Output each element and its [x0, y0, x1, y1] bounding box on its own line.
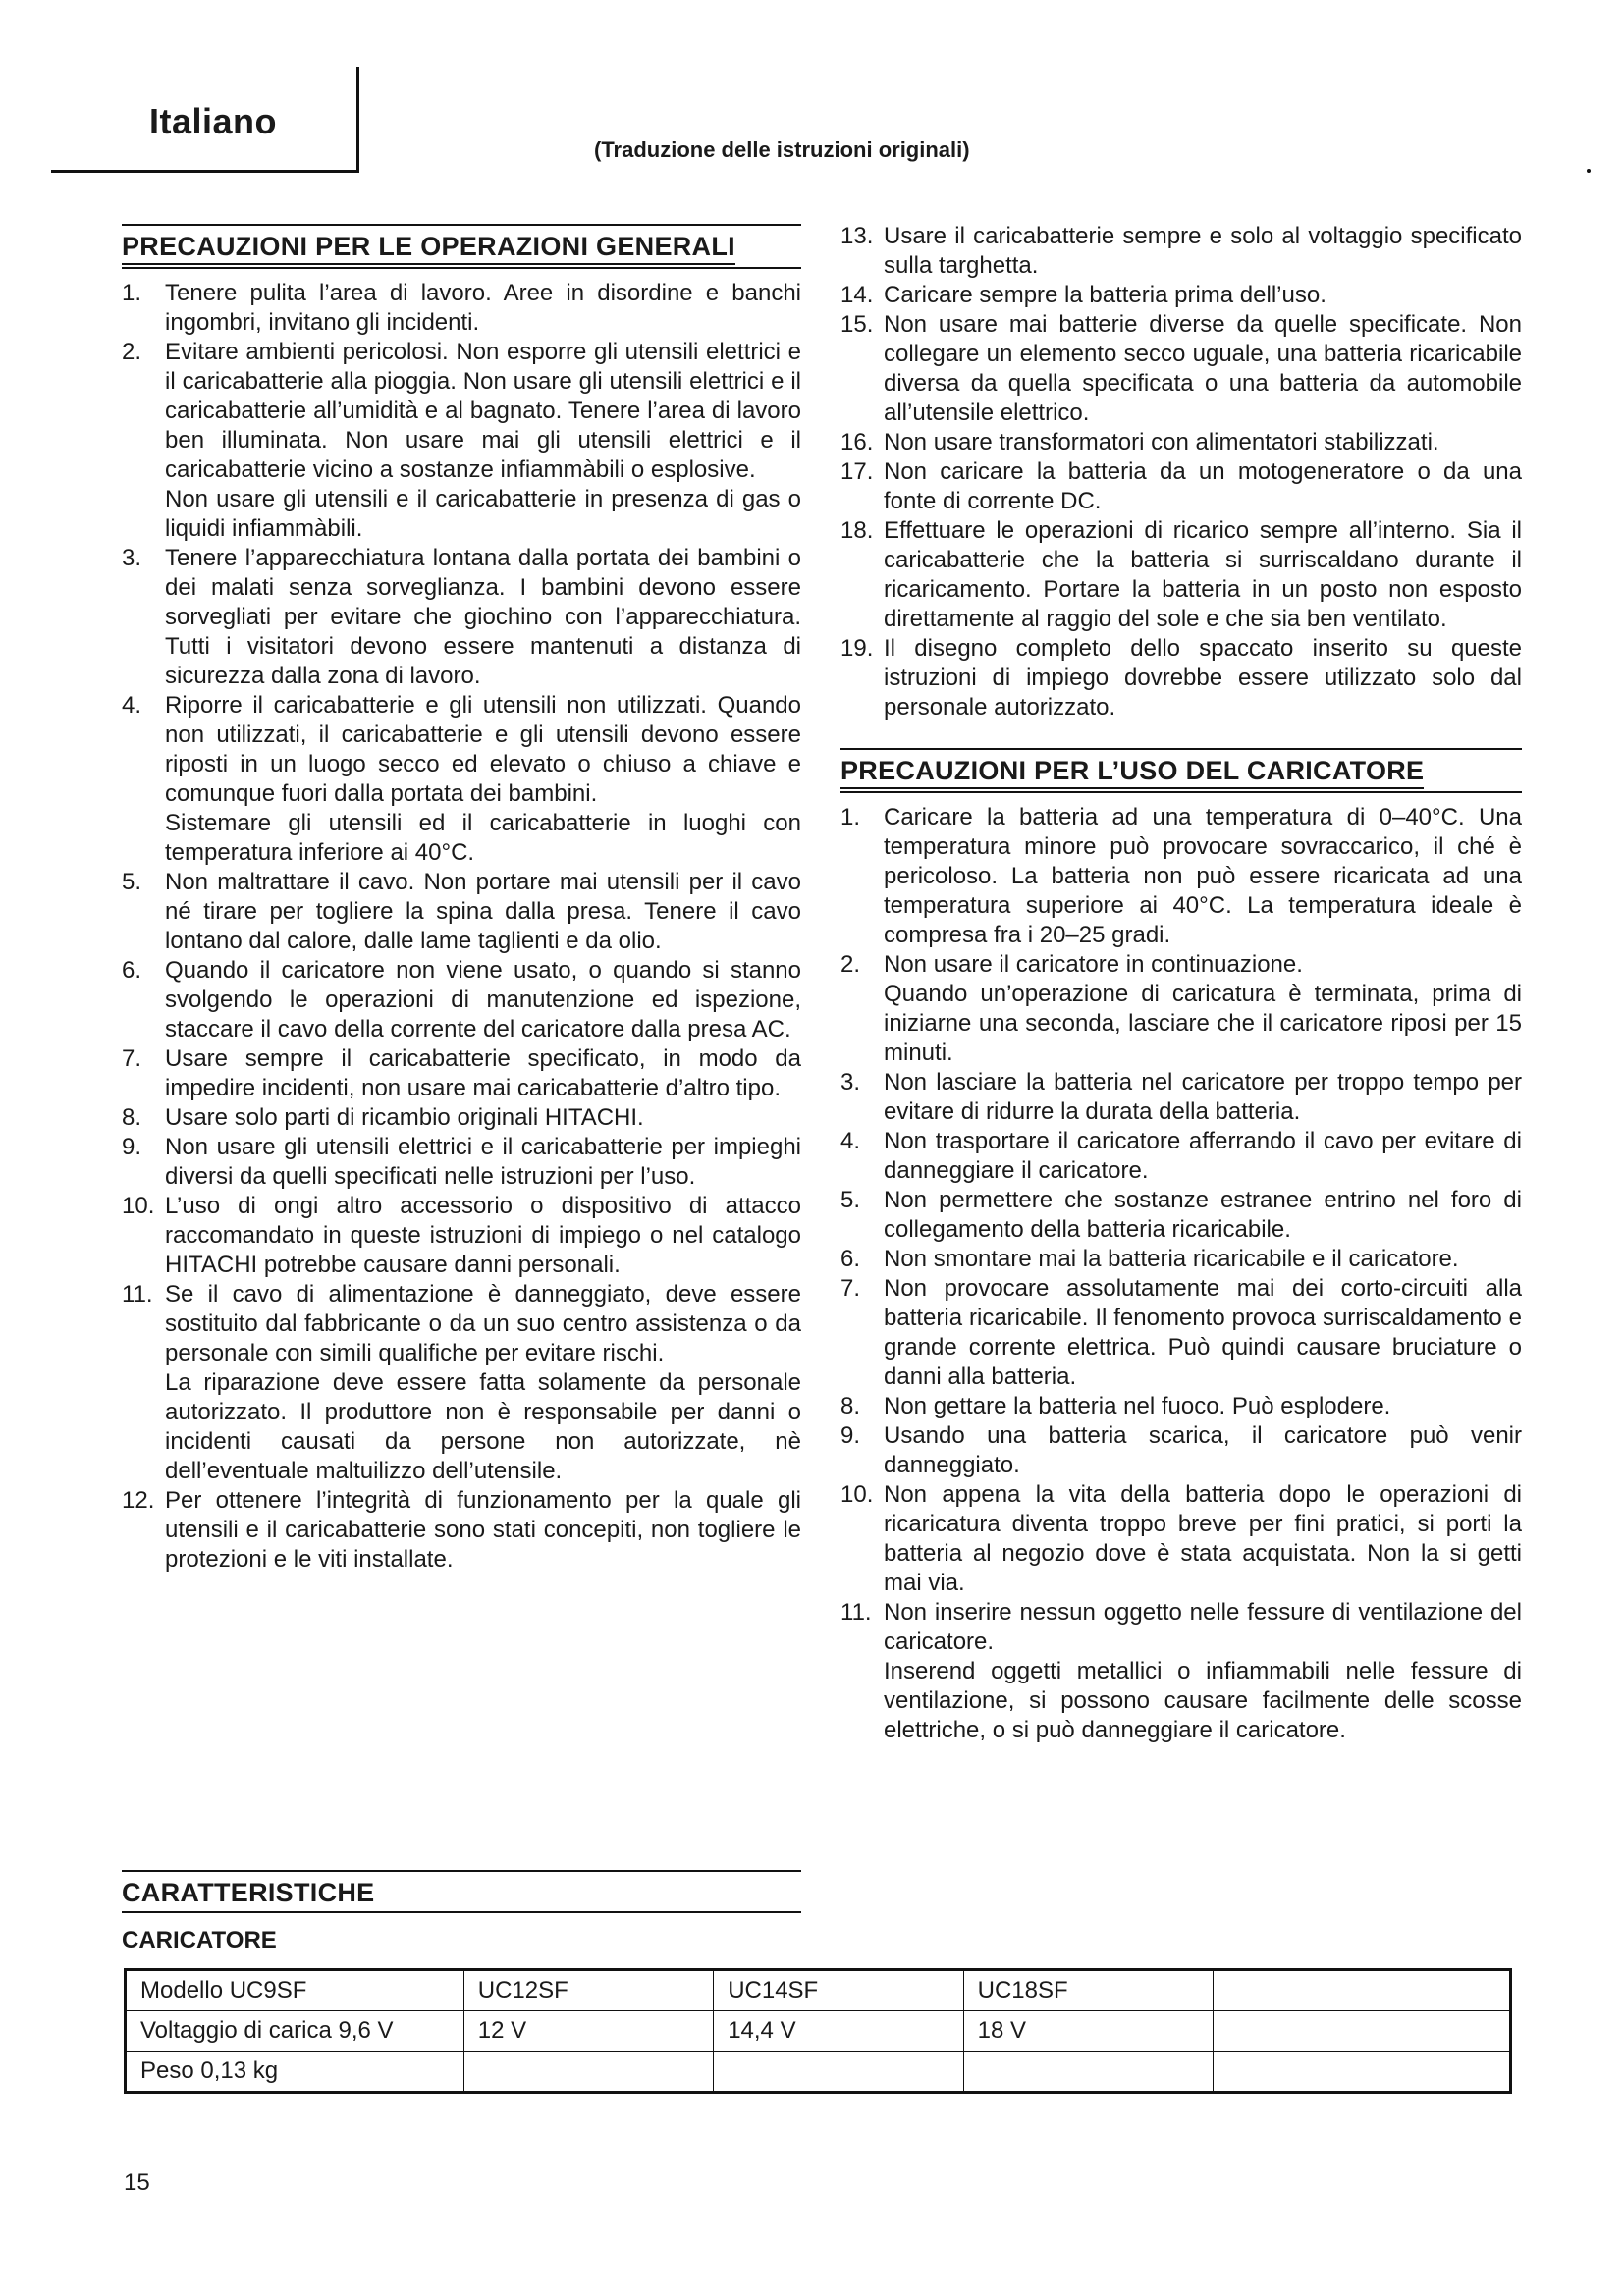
specs-label-cell [126, 1970, 464, 2011]
item-number: 18. [840, 517, 874, 544]
precaution-item [122, 1133, 801, 1192]
item-number: 8. [840, 1393, 861, 1419]
precaution-item [840, 1598, 1522, 1745]
item-text: Non usare il caricatore in continuazione. [884, 951, 1303, 978]
features-heading: CARATTERISTICHE [122, 1870, 801, 1913]
item-text: Caricare sempre la batteria prima dell’uso. [884, 282, 1326, 308]
item-number: 1. [840, 804, 861, 830]
precaution-item [122, 544, 801, 691]
translation-note: (Traduzione delle istruzioni originali) [594, 137, 970, 162]
specs-value-cell [963, 2052, 1213, 2093]
item-number: 1. [122, 280, 142, 306]
precaution-item [840, 457, 1522, 516]
item-number: 19. [840, 635, 874, 662]
specs-row [126, 1970, 1511, 2011]
precaution-item [840, 1127, 1522, 1186]
precaution-item [122, 956, 801, 1044]
precaution-item [840, 281, 1522, 310]
item-number: 9. [840, 1422, 861, 1449]
page-number: 15 [124, 2169, 150, 2196]
item-number: 15. [840, 311, 874, 338]
precaution-item [840, 950, 1522, 1068]
precaution-item [840, 222, 1522, 281]
specs-value-cell [463, 2052, 713, 2093]
item-extra-text: Quando un’operazione di caricatura è terminata, prima di iniziarne una seconda, lasciare che il caricatore riposi per 15 minuti. [884, 981, 1522, 1066]
item-extra-text: Non usare gli utensili e il caricabatterie in presenza di gas o liquidi infiammàbili. [165, 486, 801, 542]
item-text: Non lasciare la batteria nel caricatore per troppo tempo per evitare di ridurre la durata della batteria. [884, 1069, 1522, 1125]
specs-value: 9,6 V [338, 2017, 394, 2044]
item-number: 14. [840, 282, 874, 308]
item-text: Non caricare la batteria da un motogeneratore o da una fonte di corrente DC. [884, 458, 1522, 514]
item-number: 6. [840, 1246, 861, 1272]
specs-label: Modello [140, 1977, 224, 2003]
item-number: 4. [840, 1128, 861, 1154]
specs-row [126, 2052, 1511, 2093]
item-text: Non usare transformatori con alimentatori stabilizzati. [884, 429, 1439, 455]
specs-empty-cell [1214, 2011, 1511, 2052]
item-number: 4. [122, 692, 142, 719]
specs-value-cell: UC18SF [963, 1970, 1213, 2011]
precaution-item [122, 691, 801, 868]
item-number: 8. [122, 1104, 142, 1131]
charger-precautions-list [840, 803, 1522, 1745]
item-text: Se il cavo di alimentazione è danneggiato, deve essere sostituito dal fabbricante o da un suo centro assistenza o da personale con simili qualifiche per evitare rischi. [165, 1281, 801, 1366]
specs-value-cell: 18 V [963, 2011, 1213, 2052]
item-number: 11. [122, 1281, 153, 1308]
precaution-item [122, 1280, 801, 1486]
item-number: 11. [840, 1599, 872, 1626]
item-number: 13. [840, 223, 874, 249]
item-number: 2. [122, 339, 142, 365]
item-number: 17. [840, 458, 874, 485]
precaution-item [122, 1192, 801, 1280]
item-text: Effettuare le operazioni di ricarico sempre all’interno. Sia il caricabatterie che la batteria si surriscaldano durante il ricaricamento. Portare la batteria in un posto non esposto direttamente al raggio del sole e che sia ben ventilato. [884, 517, 1522, 632]
item-number: 6. [122, 957, 142, 984]
precaution-item [840, 634, 1522, 722]
item-text: Non usare gli utensili elettrici e il caricabatterie per impieghi diversi da quelli specificati nelle istruzioni per l’uso. [165, 1134, 801, 1190]
item-number: 5. [122, 869, 142, 895]
precaution-item [840, 1274, 1522, 1392]
specs-value-cell: UC14SF [714, 1970, 963, 2011]
item-text: L’uso di ongi altro accessorio o dispositivo di attacco raccomandato in queste istruzioni di impiego o nel catalogo HITACHI potrebbe causare danni personali. [165, 1193, 801, 1278]
item-text: Non usare mai batterie diverse da quelle specificate. Non collegare un elemento secco uguale, una batteria ricaricabile diversa da quella specificata o una batteria da automobile all’utensile elettrico. [884, 311, 1522, 426]
item-text: Evitare ambienti pericolosi. Non esporre gli utensili elettrici e il caricabatterie alla pioggia. Non usare gli utensili elettrici e il caricabatterie all’umidità e al bagnato. Tenere l’area di lavoro ben illuminata. Non usare mai gli utensili elettrici e il caricabatterie vicino a sostanze infiammàbili o esplosive. [165, 339, 801, 483]
item-number: 3. [840, 1069, 861, 1095]
specs-value-cell [714, 2052, 963, 2093]
specs-table [124, 1968, 1512, 2094]
precaution-item [840, 516, 1522, 634]
specs-value-cell: 12 V [463, 2011, 713, 2052]
item-number: 10. [122, 1193, 155, 1219]
item-text: Non provocare assolutamente mai dei corto-circuiti alla batteria ricaricabile. Il fenomento provoca surriscaldamento e grande corrente elettrica. Può quindi causare bruciature o danni alla batteria. [884, 1275, 1522, 1390]
charger-precautions-heading: PRECAUZIONI PER L’USO DEL CARICATORE [840, 748, 1522, 793]
item-number: 16. [840, 429, 874, 455]
specs-label: Peso [140, 2057, 194, 2084]
item-text: Non maltrattare il cavo. Non portare mai utensili per il cavo né tirare per togliere la spina dalla presa. Tenere il cavo lontano dal calore, dalle lame taglienti e da olio. [165, 869, 801, 954]
precaution-item [122, 279, 801, 338]
item-text: Non smontare mai la batteria ricaricabile e il caricatore. [884, 1246, 1459, 1272]
left-column [122, 224, 801, 1575]
features-section [122, 1870, 801, 1964]
item-text: Riporre il caricabatterie e gli utensili non utilizzati. Quando non utilizzati, il caricabatterie e gli utensili devono essere riposti in un luogo secco ed elevato o chiuso a chiave e comunque fuori dalla portata dei bambini. [165, 692, 801, 807]
stray-dot [1587, 169, 1591, 173]
specs-label-cell [126, 2052, 464, 2093]
precaution-item [840, 803, 1522, 950]
item-text: Per ottenere l’integrità di funzionamento per la quale gli utensili e il caricabatterie sono stati concepiti, non togliere le protezioni e le viti installate. [165, 1487, 801, 1573]
item-number: 10. [840, 1481, 874, 1508]
precaution-item [840, 1480, 1522, 1598]
item-number: 3. [122, 545, 142, 571]
item-text: Quando il caricatore non viene usato, o quando si stanno svolgendo le operazioni di manutenzione ed ispezione, staccare il cavo della corrente del caricatore dalla presa AC. [165, 957, 801, 1042]
item-number: 2. [840, 951, 861, 978]
general-precautions-list-continued [840, 222, 1522, 722]
item-extra-text: Sistemare gli utensili ed il caricabatterie in luoghi con temperatura inferiore ai 40°C. [165, 810, 801, 866]
precaution-item [840, 1068, 1522, 1127]
precaution-item [122, 338, 801, 544]
charger-subheading: CARICATORE [122, 1927, 277, 1953]
item-text: Usando una batteria scarica, il caricatore può venir danneggiato. [884, 1422, 1522, 1478]
item-extra-text: La riparazione deve essere fatta solamente da personale autorizzato. Il produttore non è responsabile per danni o incidenti causati da persone non autorizzate, nè dell’eventuale maltuilizzo dell’utensile. [165, 1369, 801, 1484]
precaution-item [122, 1486, 801, 1575]
item-text: Usare solo parti di ricambio originali HITACHI. [165, 1104, 644, 1131]
specs-value: UC9SF [229, 1977, 307, 2003]
item-number: 9. [122, 1134, 142, 1160]
precaution-item [122, 868, 801, 956]
precaution-item [840, 1245, 1522, 1274]
item-extra-text: Inserend oggetti metallici o infiammabili nelle fessure di ventilazione, si possono causare facilmente delle scosse elettriche, o si può danneggiare il caricatore. [884, 1658, 1522, 1743]
right-column [840, 222, 1522, 1745]
item-number: 7. [122, 1045, 142, 1072]
specs-empty-cell [1214, 2052, 1511, 2093]
item-text: Usare sempre il caricabatterie specificato, in modo da impedire incidenti, non usare mai caricabatterie d’altro tipo. [165, 1045, 801, 1101]
specs-empty-cell [1214, 1970, 1511, 2011]
precaution-item [840, 1392, 1522, 1421]
item-text: Tenere pulita l’area di lavoro. Aree in disordine e banchi ingombri, invitano gli incidenti. [165, 280, 801, 336]
item-text: Tenere l’apparecchiatura lontana dalla portata dei bambini o dei malati senza sorveglianza. I bambini devono essere sorvegliati per evitare che giochino con l’apparecchiatura. Tutti i visitatori devono essere mantenuti a distanza di sicurezza dalla zona di lavoro. [165, 545, 801, 689]
general-precautions-heading: PRECAUZIONI PER LE OPERAZIONI GENERALI [122, 224, 801, 269]
item-number: 12. [122, 1487, 155, 1514]
item-text: Non permettere che sostanze estranee entrino nel foro di collegamento della batteria ricaricabile. [884, 1187, 1522, 1243]
item-text: Non trasportare il caricatore afferrando il cavo per evitare di danneggiare il caricatore. [884, 1128, 1522, 1184]
specs-label-cell [126, 2011, 464, 2052]
precaution-item [840, 1186, 1522, 1245]
precaution-item [840, 428, 1522, 457]
precaution-item [840, 310, 1522, 428]
item-text: Non inserire nessun oggetto nelle fessure di ventilazione del caricatore. [884, 1599, 1522, 1655]
specs-row [126, 2011, 1511, 2052]
specs-value: 0,13 kg [200, 2057, 279, 2084]
precaution-item [122, 1103, 801, 1133]
specs-value-cell: UC12SF [463, 1970, 713, 2011]
general-precautions-list [122, 279, 801, 1575]
specs-label: Voltaggio di carica [140, 2017, 332, 2044]
item-text: Caricare la batteria ad una temperatura di 0–40°C. Una temperatura minore può provocare sovraccarico, il ché è pericoloso. La batteria non può essere ricaricata ad una temperatura superiore ai 40°C. La temperatura ideale è compresa fra i 20–25 gradi. [884, 804, 1522, 948]
item-number: 7. [840, 1275, 861, 1302]
item-text: Non appena la vita della batteria dopo le operazioni di ricaricatura diventa troppo breve per fini pratici, si porti la batteria al negozio dove è stata acquistata. Non la si getti mai via. [884, 1481, 1522, 1596]
item-text: Il disegno completo dello spaccato inserito su queste istruzioni di impiego dovrebbe essere utilizzato solo dal personale autorizzato. [884, 635, 1522, 721]
precaution-item [840, 1421, 1522, 1480]
specs-value-cell: 14,4 V [714, 2011, 963, 2052]
item-text: Usare il caricabatterie sempre e solo al voltaggio specificato sulla targhetta. [884, 223, 1522, 279]
item-text: Non gettare la batteria nel fuoco. Può esplodere. [884, 1393, 1391, 1419]
item-number: 5. [840, 1187, 861, 1213]
precaution-item [122, 1044, 801, 1103]
language-title: Italiano [149, 101, 278, 141]
